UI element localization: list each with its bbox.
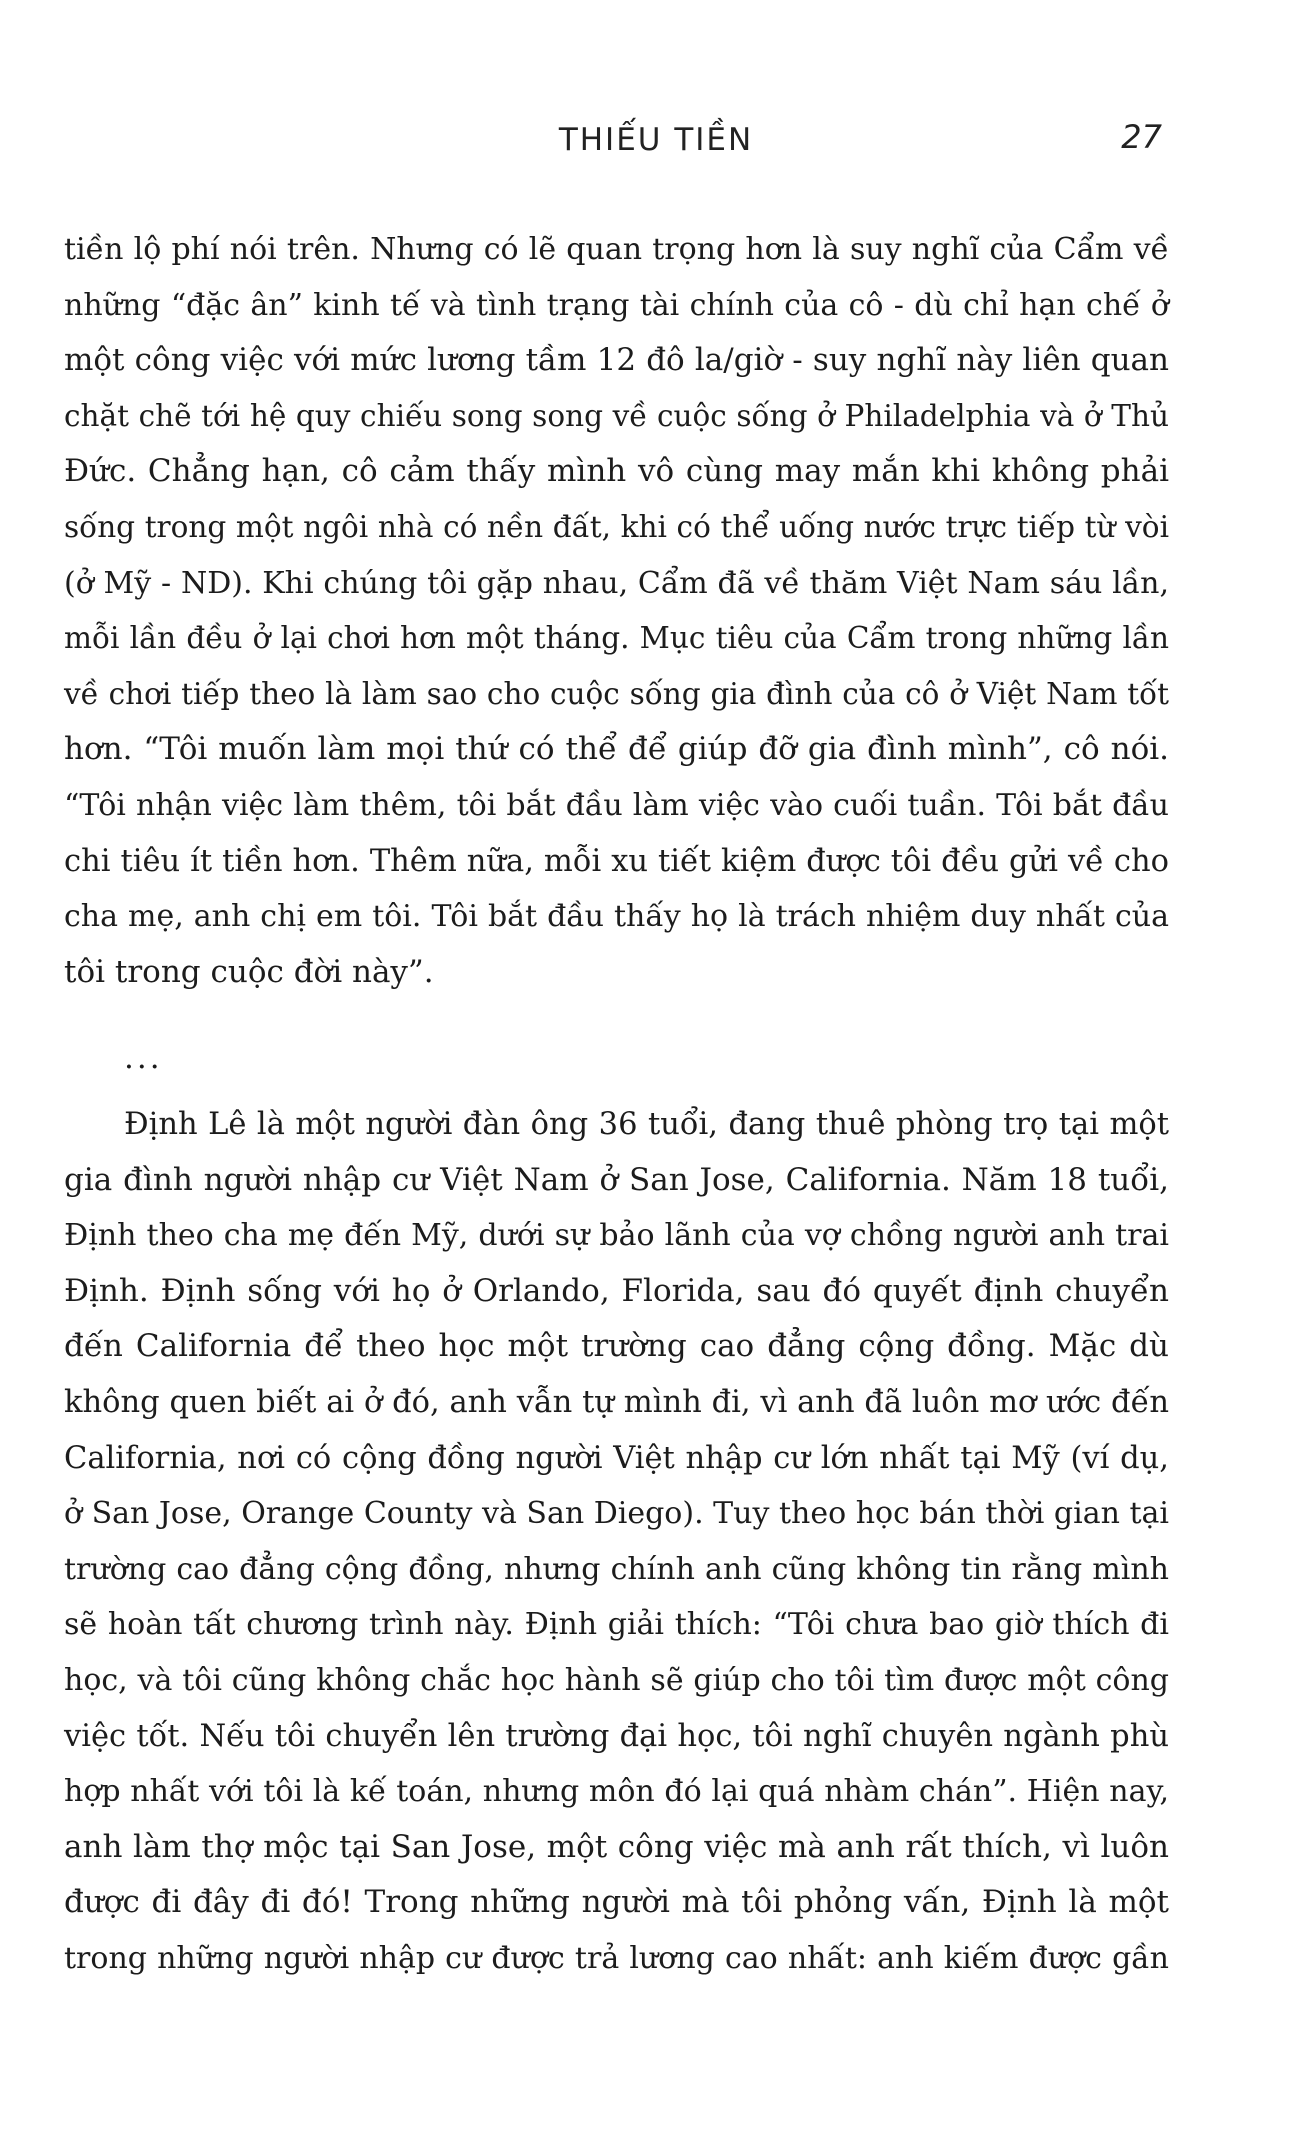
text-line: gia đình người nhập cư Việt Nam ở San Jose, California. Năm 18 tuổi, xyxy=(64,1161,1169,1198)
text-line: về chơi tiếp theo là làm sao cho cuộc sống gia đình của cô ở Việt Nam tốt xyxy=(64,676,1169,711)
text-line: cha mẹ, anh chị em tôi. Tôi bắt đầu thấy họ là trách nhiệm duy nhất của xyxy=(64,899,1169,935)
text-line: việc tốt. Nếu tôi chuyển lên trường đại học, tôi nghĩ chuyên ngành phù xyxy=(64,1718,1169,1754)
text-line: mỗi lần đều ở lại chơi hơn một tháng. Mục tiêu của Cẩm trong những lần xyxy=(64,621,1169,656)
section-break: ... xyxy=(124,1040,163,1076)
text-line: (ở Mỹ - ND). Khi chúng tôi gặp nhau, Cẩm đã về thăm Việt Nam sáu lần, xyxy=(64,565,1169,601)
running-header xyxy=(0,118,1312,168)
text-line: học, và tôi cũng không chắc học hành sẽ giúp cho tôi tìm được một công xyxy=(64,1662,1169,1698)
text-line: chặt chẽ tới hệ quy chiếu song song về cuộc sống ở Philadelphia và ở Thủ xyxy=(64,398,1169,433)
paragraph-1 xyxy=(64,222,1169,1000)
text-line: một công việc với mức lương tầm 12 đô la/giờ - suy nghĩ này liên quan xyxy=(64,342,1169,379)
text-line: không quen biết ai ở đó, anh vẫn tự mình đi, vì anh đã luôn mơ ước đến xyxy=(64,1384,1169,1420)
text-line: Đức. Chẳng hạn, cô cảm thấy mình vô cùng may mắn khi không phải xyxy=(64,453,1169,490)
page-number: 27 xyxy=(1121,118,1162,156)
text-line: tiền lộ phí nói trên. Nhưng có lẽ quan trọng hơn là suy nghĩ của Cẩm về xyxy=(64,232,1169,267)
text-line: những “đặc ân” kinh tế và tình trạng tài chính của cô - dù chỉ hạn chế ở xyxy=(64,287,1169,323)
text-line: trong những người nhập cư được trả lương cao nhất: anh kiếm được gần xyxy=(64,1940,1169,1976)
text-line: chi tiêu ít tiền hơn. Thêm nữa, mỗi xu tiết kiệm được tôi đều gửi về cho xyxy=(64,843,1169,879)
text-line: sống trong một ngôi nhà có nền đất, khi có thể uống nước trực tiếp từ vòi xyxy=(64,509,1169,544)
text-line: California, nơi có cộng đồng người Việt nhập cư lớn nhất tại Mỹ (ví dụ, xyxy=(64,1440,1169,1476)
text-line: sẽ hoàn tất chương trình này. Định giải thích: “Tôi chưa bao giờ thích đi xyxy=(64,1607,1169,1643)
text-line: ở San Jose, Orange County và San Diego). Tuy theo học bán thời gian tại xyxy=(64,1496,1170,1532)
text-line: đến California để theo học một trường cao đẳng cộng đồng. Mặc dù xyxy=(64,1328,1169,1365)
text-line: Định theo cha mẹ đến Mỹ, dưới sự bảo lãnh của vợ chồng người anh trai xyxy=(64,1218,1169,1254)
text-line: được đi đây đi đó! Trong những người mà tôi phỏng vấn, Định là một xyxy=(64,1884,1169,1921)
chapter-running-title: THIẾU TIỀN xyxy=(558,122,754,158)
text-line: hơn. “Tôi muốn làm mọi thứ có thể để giúp đỡ gia đình mình”, cô nói. xyxy=(64,731,1169,768)
text-line: “Tôi nhận việc làm thêm, tôi bắt đầu làm việc vào cuối tuần. Tôi bắt đầu xyxy=(64,787,1169,823)
text-line: Định. Định sống với họ ở Orlando, Florida, sau đó quyết định chuyển xyxy=(64,1272,1169,1309)
text-line: hợp nhất với tôi là kế toán, nhưng môn đó lại quá nhàm chán”. Hiện nay, xyxy=(64,1774,1169,1810)
text-line: anh làm thợ mộc tại San Jose, một công việc mà anh rất thích, vì luôn xyxy=(64,1828,1169,1865)
text-line: trường cao đẳng cộng đồng, nhưng chính anh cũng không tin rằng mình xyxy=(64,1551,1169,1587)
text-line: Định Lê là một người đàn ông 36 tuổi, đang thuê phòng trọ tại một xyxy=(124,1107,1169,1142)
paragraph-2 xyxy=(64,1097,1169,1987)
text-line: tôi trong cuộc đời này”. xyxy=(64,953,434,990)
